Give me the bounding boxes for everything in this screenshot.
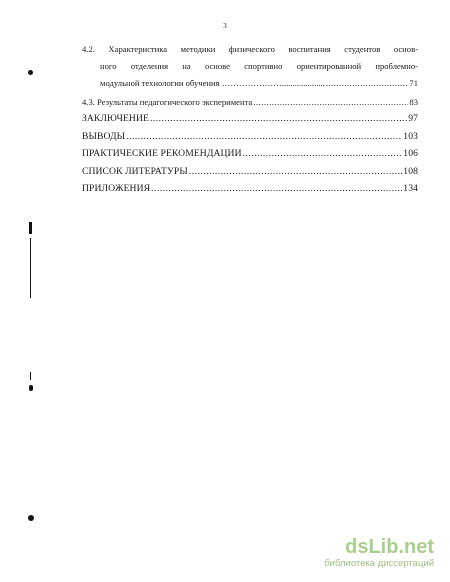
toc-entry-4-2-page: 71	[409, 78, 418, 88]
toc-conclusion-title: ЗАКЛЮЧЕНИЕ	[82, 113, 149, 124]
toc-entry-appendices	[82, 180, 418, 198]
toc-entry-4-3	[82, 94, 418, 110]
watermark-subtitle: библиотека диссертаций	[324, 558, 434, 569]
scan-mark	[29, 222, 32, 234]
dot-leader	[253, 94, 408, 110]
dot-leader	[189, 163, 403, 181]
toc-entry-4-2-line-3-text: модульной технологии обучения …………………....................	[100, 78, 325, 88]
toc-references-title: СПИСОК ЛИТЕРАТУРЫ	[82, 165, 188, 177]
toc-references-page: 108	[403, 165, 418, 177]
watermark-logo: dsLib.net	[345, 536, 434, 558]
toc-findings-page: 103	[403, 130, 418, 142]
scan-mark	[28, 515, 34, 521]
toc-entry-4-3-title: 4.3. Результаты педагогического эксперимента	[82, 97, 253, 107]
page-number: 3	[223, 22, 227, 30]
toc-appendices-page: 134	[403, 183, 418, 194]
toc-entry-4-3-page: 83	[409, 97, 418, 107]
dot-leader	[326, 75, 409, 92]
scan-mark	[28, 70, 33, 75]
toc-entry-4-2-line-2: ного отделения на основе спортивно ориентированной проблемно-	[100, 61, 418, 71]
toc-entry-conclusion	[82, 110, 418, 128]
toc-entry-findings	[82, 128, 418, 146]
scan-mark	[29, 385, 33, 391]
scan-mark	[30, 238, 31, 298]
watermark	[324, 536, 434, 570]
dot-leader	[243, 145, 403, 163]
toc-conclusion-page: 97	[408, 113, 418, 124]
toc-entry-recommendations	[82, 145, 418, 163]
toc-recommendations-page: 106	[403, 148, 418, 159]
toc-entry-4-2-line-1: 4.2. Характеристика методики физического воспитания студентов основ-	[82, 44, 418, 54]
scan-mark	[30, 372, 31, 380]
toc-appendices-title: ПРИЛОЖЕНИЯ	[82, 183, 151, 194]
toc-findings-title: ВЫВОДЫ	[82, 130, 126, 142]
dot-leader	[150, 110, 407, 128]
toc-entry-4-2	[82, 41, 418, 92]
toc-recommendations-title: ПРАКТИЧЕСКИЕ РЕКОМЕНДАЦИИ	[82, 148, 242, 159]
toc-entry-4-2-line-3	[82, 75, 418, 92]
dot-leader	[151, 180, 402, 198]
dot-leader	[126, 128, 402, 146]
table-of-contents	[82, 41, 418, 198]
toc-entry-references	[82, 163, 418, 181]
